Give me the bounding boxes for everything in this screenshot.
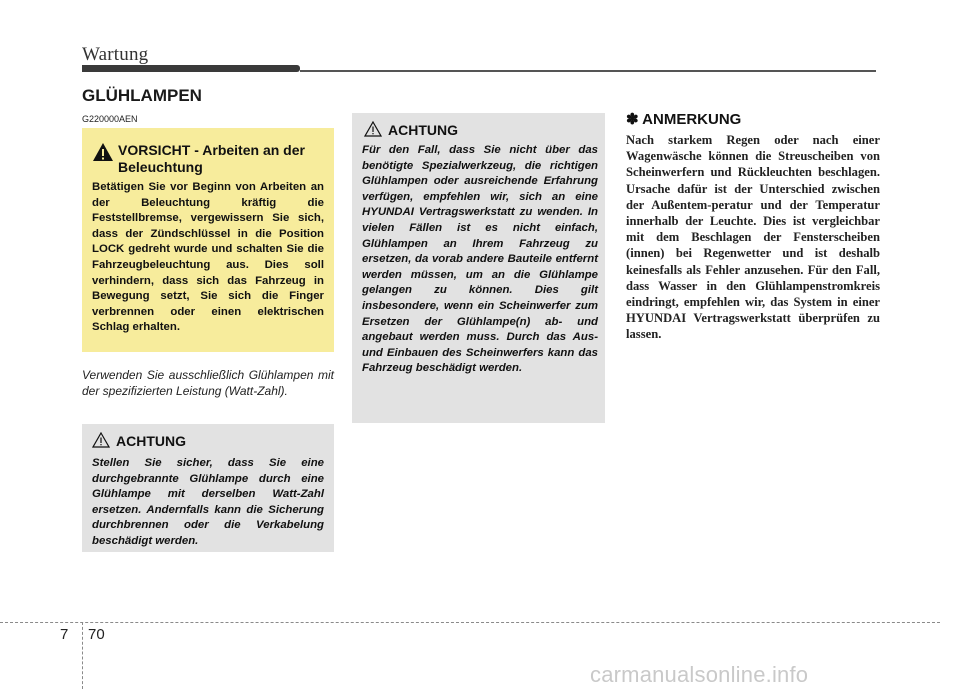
attention-1-body: Stellen Sie sicher, dass Sie eine durchgebrannte Glühlampe durch eine Glühlampe mit derselben Watt-Zahl ersetzen. Andernfalls kann die Sicherung durchbrennen oder die Verkabelung beschädigt werden. (92, 457, 324, 547)
footer-rule (0, 622, 940, 623)
attention-2-heading (364, 121, 458, 139)
caution-heading (92, 142, 324, 176)
watermark: carmanualsonline.info (590, 662, 809, 687)
caution-heading-rest: Arbeiten an der Beleuchtung (118, 142, 305, 175)
warning-filled-icon (92, 142, 114, 162)
chapter-number: 7 (60, 626, 69, 643)
attention-1-heading-text: ACHTUNG (116, 433, 186, 449)
header-rule-thin (300, 70, 876, 72)
note-heading: ✽ ANMERKUNG (626, 111, 742, 128)
section-title: GLÜHLAMPEN (82, 86, 202, 105)
caution-heading-bold: VORSICHT - (118, 142, 203, 158)
page-number: 70 (88, 626, 105, 643)
attention-2-body: Für den Fall, dass Sie nicht über das benötigte Spezialwerkzeug, die richtigen Glühlampen oder ausreichende Erfahrung verfügen, empfehlen wir, sich an eine HYUNDAI Vertragswerkstatt zu wenden. In vielen Fällen ist es nicht einfach, Glühlampen an Ihrem Fahrzeug zu ersetzen, da vorab andere Bauteile entfernt werden müssen, um an die Glühlampe gelangen zu können. Dies gilt insbesondere, wenn ein Scheinwerfer zum Ersetzen der Glühlampe(n) ab- und angebaut werden muss. Durch das Aus- und Einbauen des Scheinwerfers kann das Fahrzeug beschädigt werden. (362, 144, 598, 375)
warning-outline-icon (92, 432, 110, 448)
intro-paragraph: Verwenden Sie ausschließlich Glühlampen mit der spezifizierten Leistung (Watt-Zahl). (82, 368, 334, 398)
caution-body: Betätigen Sie vor Beginn von Arbeiten an der Beleuchtung kräftig die Feststellbremse, vergewissern Sie sich, dass der Zündschlüssel in die Position LOCK gedreht wurde und schalten Sie die Fahrzeugbeleuchtung aus. Dies soll verhindern, dass sich das Fahrzeug in Bewegung setzt, Sie sich die Finger verbrennen oder einen elektrischen Schlag erhalten. (92, 181, 324, 334)
attention-2-heading-text: ACHTUNG (388, 122, 458, 138)
note-body: Nach starkem Regen oder nach einer Wagenwäsche können die Streuscheiben von Scheinwerfern und Rückleuchten beschlagen. Ursache dafür ist der Unterschied zwischen der Außentem-peratur und der Temperatur innerhalb der Leuchte. Dies ist vergleichbar mit dem Beschlagen der Fensterscheiben (innen) bei Regenwetter und ist deshalb keinesfalls als Fehler anzusehen. Für den Fall, dass Wasser in den Glühlampenstromkreis eindringt, empfehlen wir, das System in einer HYUNDAI Vertragswerkstatt überprüfen zu lassen. (626, 133, 880, 342)
warning-outline-icon (364, 121, 382, 137)
header-rule-thick (82, 65, 300, 72)
attention-1-heading (92, 432, 186, 450)
footer-divider (82, 622, 83, 689)
running-header: Wartung (82, 44, 149, 65)
caution-heading-text (118, 142, 324, 176)
section-code: G220000AEN (82, 114, 138, 124)
